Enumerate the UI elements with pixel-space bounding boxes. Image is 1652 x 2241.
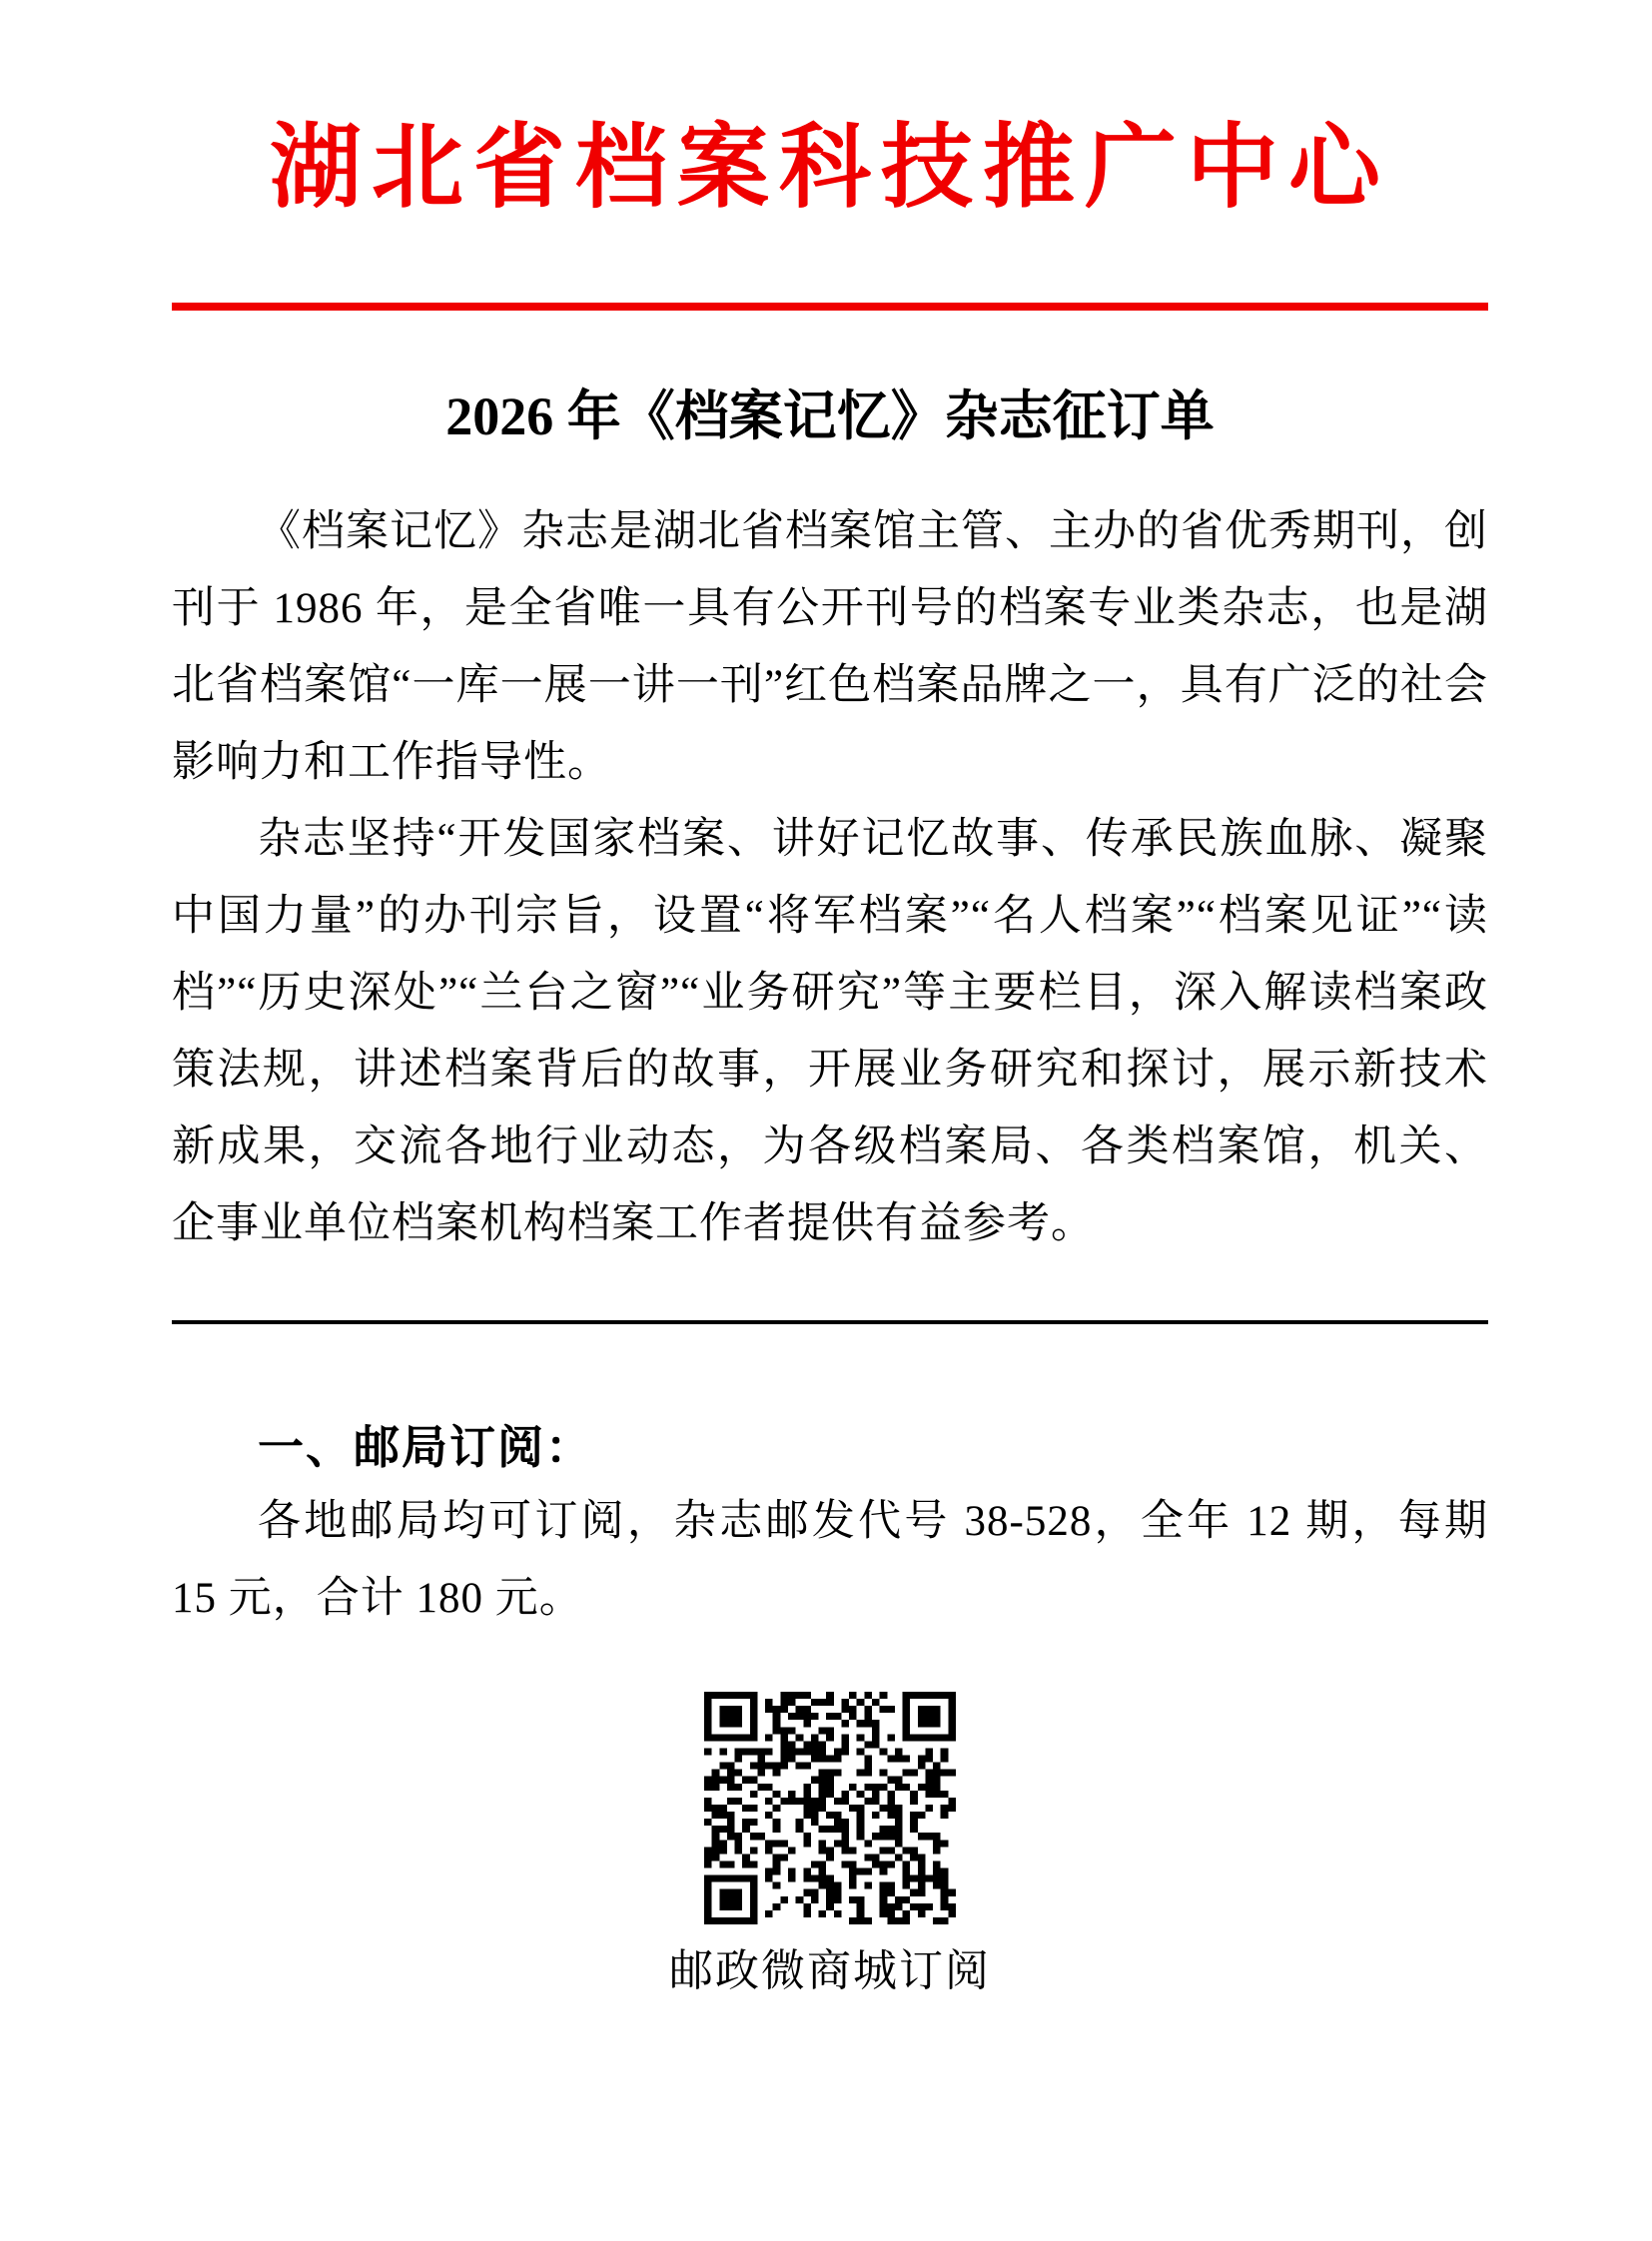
- letterhead: [172, 118, 1488, 311]
- qr-caption: 邮政微商城订阅: [669, 1946, 991, 1996]
- section-heading: 一、邮局订阅：: [258, 1420, 593, 1473]
- intro-section: [172, 493, 1488, 1262]
- org-title: 湖北省档案科技推广中心: [269, 117, 1390, 219]
- letterhead-divider: [172, 303, 1488, 311]
- postal-subscription-section: [172, 1420, 1488, 1998]
- doc-title: 2026 年《档案记忆》杂志征订单: [445, 386, 1215, 447]
- qr-figure: [172, 1692, 1488, 1998]
- intro-paragraph-1: 《档案记忆》杂志是湖北省档案馆主管、主办的省优秀期刊，创刊于 1986 年，是全省唯一具有公开刊号的档案专业类杂志，也是湖北省档案馆“一库一展一讲一刊”红色档案品牌之一，具有广泛的社会影响力和工作指导性。: [172, 507, 1488, 786]
- content-column: [0, 118, 1652, 1998]
- section-divider: [172, 1320, 1488, 1324]
- intro-paragraph-2: 杂志坚持“开发国家档案、讲好记忆故事、传承民族血脉、凝聚中国力量”的办刊宗旨，设置“将军档案”“名人档案”“档案见证”“读档”“历史深处”“兰台之窗”“业务研究”等主要栏目，深入解读档案政策法规，讲述档案背后的故事，开展业务研究和探讨，展示新技术新成果，交流各地行业动态，为各级档案局、各类档案馆，机关、企事业单位档案机构档案工作者提供有益参考。: [172, 815, 1488, 1247]
- section-body: 各地邮局均可订阅，杂志邮发代号 38-528，全年 12 期，每期 15 元，合计 180 元。: [172, 1498, 1488, 1623]
- qr-code: [704, 1692, 956, 1924]
